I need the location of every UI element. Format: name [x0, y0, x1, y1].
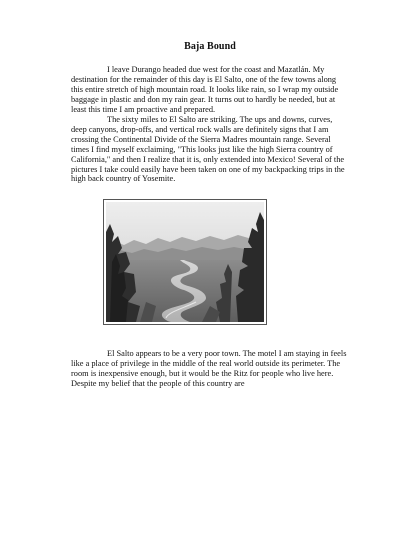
landscape-photo — [103, 199, 267, 325]
paragraph-2 — [71, 115, 349, 184]
paragraph-3 — [71, 349, 349, 389]
page-title: Baja Bound — [184, 41, 236, 52]
paragraph-2-text: The sixty miles to El Salto are striking. The ups and downs, curves, deep canyons, drop-offs, and vertical rock walls are definitely signs that I am crossing the Continental Divide of the Sierra Madres mountain range. Several times I find myself exclaiming, "This looks just like the high Sierra country of California," and then I realize that it is, only extended into Mexico! Several of the pictures I take could easily have been taken on one of my backpacking trips in the high back country of Yosemite. — [71, 115, 345, 184]
paragraph-1 — [71, 65, 349, 115]
stream-meadow-image — [106, 202, 264, 322]
paragraph-1-text: I leave Durango headed due west for the coast and Mazatlán. My destination for the remainder of this day is El Salto, one of the few towns along this entire stretch of high mountain road. It looks like rain, so I wrap my outside baggage in plastic and don my rain gear. It turns out to hardly be needed, but at least this time I am proactive and prepared. — [71, 65, 339, 114]
paragraph-3-text: El Salto appears to be a very poor town. The motel I am staying in feels like a place of privilege in the middle of the real world outside its perimeter. The room is inexpensive enough, but it would be the Ritz for people who live here. Despite my belief that the people of this country are — [71, 349, 347, 388]
